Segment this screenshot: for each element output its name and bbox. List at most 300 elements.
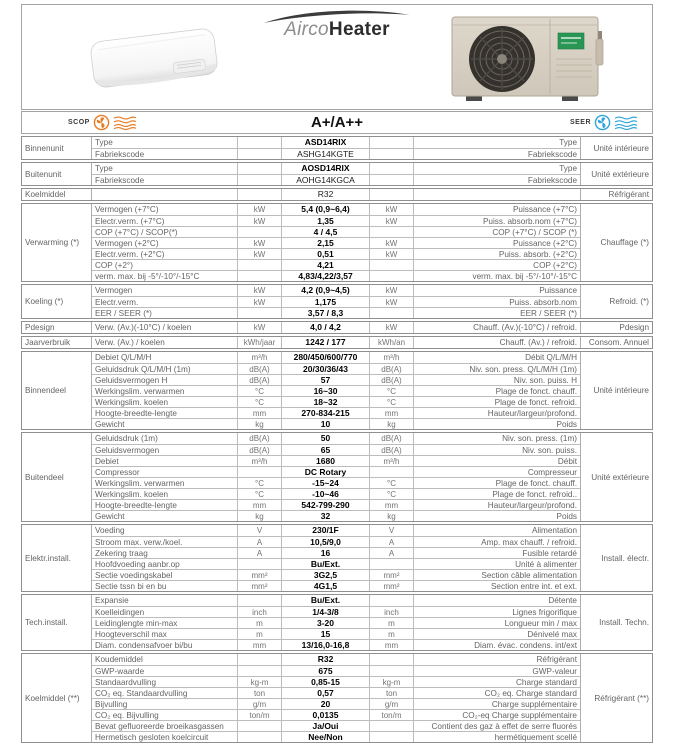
spec-row [92,628,580,639]
row-unit-right: inch [370,607,414,617]
row-label-nl: Electr.verm. (+2°C) [92,249,238,259]
row-label-fr: COP (+7°C) / SCOP (*) [492,228,577,237]
row-unit-left: kg-m [238,677,282,687]
row-value: 4,0 / 4,2 [282,322,370,333]
row-unit-right [370,467,414,477]
row-value: 0,57 [282,688,370,698]
row-value: R32 [282,189,370,200]
row-unit-left: mm [238,640,282,650]
spec-row [92,226,580,237]
row-unit-left: mm [238,500,282,510]
row-value: Ja/Oui [282,721,370,731]
row-unit-right: ton [370,688,414,698]
row-value: 65 [282,445,370,455]
row-label-nl: Electr.verm. (+7°C) [92,216,238,226]
row-label-nl: Bijvulling [92,699,238,709]
row-value: 4,21 [282,260,370,270]
row-unit-left: kW [238,297,282,307]
row-unit-right: mm [370,408,414,418]
section-group-label-nl: Pdesign [22,322,92,333]
spec-section-8 [21,432,653,522]
energy-class-value: A+/A++ [310,114,364,131]
row-unit-right: V [370,525,414,536]
spec-row [92,396,580,407]
row-unit-left: °C [238,386,282,396]
row-label-fr: Puiss. absorb.nom (+7°C) [482,217,577,226]
row-value: 10 [282,419,370,429]
row-label-nl: Werkingslim. verwarmen [92,478,238,488]
row-label-fr: Hauteur/largeur/profond. [487,501,577,510]
row-unit-right: mm² [370,581,414,591]
row-unit-right [370,654,414,665]
section-group-label-fr: Unité extérieure [580,433,652,521]
row-value: 4,83/4,22/3,57 [282,271,370,281]
spec-section-6 [21,336,653,349]
row-label-fr: COP (+2°C) [533,261,577,270]
row-unit-right [370,189,414,200]
row-unit-left: kWh/jaar [238,337,282,348]
row-unit-right: mm [370,500,414,510]
row-unit-left [238,149,282,159]
row-label-nl: Hoogteverschil max [92,629,238,639]
row-unit-left: dB(A) [238,445,282,455]
spec-row [92,337,580,348]
row-label-fr: Type [559,138,577,147]
row-value: ASHG14KGTE [282,149,370,159]
row-label-nl: COP (+2°) [92,260,238,270]
row-label-nl: Compressor [92,467,238,477]
row-unit-left: V [238,525,282,536]
row-value: 10,5/9,0 [282,537,370,547]
section-group-label-nl: Binnenunit [22,137,92,159]
section-rows [92,204,580,281]
row-value: -15~24 [282,478,370,488]
row-label-fr: Débit Q/L/M/H [525,353,577,362]
logo-text-airco: Airco [284,19,329,40]
row-unit-right: dB(A) [370,445,414,455]
row-label-nl: Geluidsvermogen H [92,375,238,385]
row-unit-right: m [370,618,414,628]
seer-label: SEER [569,119,591,126]
row-label-nl: Vermogen (+2°C) [92,238,238,248]
row-unit-right: mm² [370,570,414,580]
row-label-nl [92,189,238,200]
row-unit-right: kW [370,297,414,307]
row-label-fr: Alimentation [531,526,577,535]
row-label-fr: Fusible retardé [522,549,577,558]
row-label-fr: verm. max. bij -5°/-10°/-15°C [472,272,577,281]
row-value: AOHG14KGCA [282,175,370,185]
row-unit-left [238,308,282,318]
spec-row [92,307,580,318]
row-label-fr: GWP-valeur [532,667,577,676]
row-label-nl: Vermogen [92,285,238,296]
row-value: 57 [282,375,370,385]
spec-row [92,525,580,536]
row-unit-right: °C [370,397,414,407]
row-label-fr: Dénivelé max [527,630,577,639]
row-unit-right: kW [370,204,414,215]
spec-row [92,385,580,396]
row-unit-right: dB(A) [370,375,414,385]
row-unit-right [370,271,414,281]
section-rows [92,595,580,650]
section-group-label-nl: Jaarverbruik [22,337,92,348]
row-unit-right [370,163,414,174]
row-label-nl: EER / SEER (*) [92,308,238,318]
section-group-label-nl: Binnendeel [22,352,92,429]
spec-row [92,407,580,418]
row-unit-left [238,189,282,200]
row-unit-right [370,559,414,569]
section-group-label-fr: Réfrigérant [580,189,652,200]
row-value: 1,175 [282,297,370,307]
row-value: Bu/Ext. [282,595,370,606]
row-unit-right: m [370,629,414,639]
row-unit-left: A [238,537,282,547]
row-unit-left: °C [238,489,282,499]
row-unit-right: kW [370,249,414,259]
row-unit-left: mm [238,408,282,418]
spec-section-10 [21,594,653,651]
spec-row [92,731,580,742]
row-unit-right: °C [370,478,414,488]
logo-text-heater: Heater [328,19,390,40]
section-group-label-fr: Unité intérieure [580,137,652,159]
row-label-fr: Fabriekscode [527,150,577,159]
section-group-label-nl: Koelmiddel [22,189,92,200]
spec-row [92,580,580,591]
row-value: 0,85-15 [282,677,370,687]
row-label-fr: Compresseur [527,468,577,477]
row-value: 15 [282,629,370,639]
scop-label: SCOP [68,119,90,126]
row-label-nl: Gewicht [92,511,238,521]
row-label-fr: Niv. son. press. Q/L/M/H (1m) [469,365,577,374]
row-value: 1/4-3/8 [282,607,370,617]
row-unit-left: m [238,629,282,639]
row-label-nl: Zekering traag [92,548,238,558]
row-label-fr: EER / SEER (*) [520,309,577,318]
spec-row [92,237,580,248]
row-unit-left: g/m [238,699,282,709]
row-value: 2,15 [282,238,370,248]
fan-icon-seer [594,114,611,131]
section-rows [92,137,580,159]
row-unit-right [370,260,414,270]
row-unit-left [238,559,282,569]
section-group-label-fr: Pdesign [580,322,652,333]
row-label-fr: Amp. max chauff. / refroid. [481,538,577,547]
row-label-nl: Koudemiddel [92,654,238,665]
row-label-nl: verm. max. bij -5°/-10°/-15°C [92,271,238,281]
spec-section-11 [21,653,653,743]
row-label-nl: Verw. (Av.)(-10°C) / koelen [92,322,238,333]
row-unit-left: inch [238,607,282,617]
row-value: 1,35 [282,216,370,226]
row-value: Bu/Ext. [282,559,370,569]
row-unit-right: kW [370,322,414,333]
section-rows [92,163,580,185]
row-unit-left: °C [238,478,282,488]
row-label-fr: Puiss. absorb.nom [509,298,577,307]
row-value: 20/30/36/43 [282,364,370,374]
row-label-fr: Diam. évac. condens. int/ext [474,641,577,650]
spec-section-3 [21,203,653,282]
section-rows [92,654,580,742]
row-label-nl: Geluidsdruk (1m) [92,433,238,444]
spec-row [92,569,580,580]
spec-sheet [21,4,653,745]
spec-row [92,547,580,558]
spec-section-1 [21,162,653,186]
row-label-nl: Electr.verm. [92,297,238,307]
row-value: R32 [282,654,370,665]
row-unit-right [370,175,414,185]
row-label-fr: Détente [548,596,577,605]
row-label-nl: Debiet [92,456,238,466]
row-unit-right: g/m [370,699,414,709]
spec-row [92,285,580,296]
row-label-fr: Plage de fonct. refroid.. [492,490,577,499]
row-label-fr: Chauff. (Av.)(-10°C) / refroid. [473,323,577,332]
row-label-fr: Hauteur/largeur/profond. [487,409,577,418]
row-label-nl: Geluidsvermogen [92,445,238,455]
row-unit-left: kW [238,216,282,226]
section-rows [92,337,580,348]
row-value: 32 [282,511,370,521]
row-label-fr: Fabriekscode [527,176,577,185]
spec-row [92,595,580,606]
row-unit-left: dB(A) [238,375,282,385]
spec-row [92,510,580,521]
spec-row [92,488,580,499]
spec-row [92,418,580,429]
row-unit-right: kW [370,285,414,296]
row-label-nl: Werkingslim. koelen [92,489,238,499]
product-images-panel [21,4,653,110]
row-label-fr: Débit [557,457,577,466]
spec-row [92,248,580,259]
spec-row [92,455,580,466]
section-group-label-nl: Tech.install. [22,595,92,650]
energy-class-bar [21,111,653,134]
row-unit-right: °C [370,386,414,396]
row-label-fr: Charge supplémentaire [491,700,577,709]
row-unit-right: kg-m [370,677,414,687]
row-value: 16~30 [282,386,370,396]
row-label-nl: Hermetisch gesloten koelcircuit [92,732,238,742]
row-value: 13/16,0-16,8 [282,640,370,650]
spec-row [92,654,580,665]
spec-row [92,363,580,374]
row-label-fr: Niv. son. press. (1m) [502,434,577,443]
row-value: 230/1F [282,525,370,536]
row-value: DC Rotary [282,467,370,477]
row-value: Nee/Non [282,732,370,742]
spec-row [92,174,580,185]
section-group-label-nl: Koeling (*) [22,285,92,318]
section-group-label-fr: Unité intérieure [580,352,652,429]
row-unit-left: kW [238,322,282,333]
section-group-label-fr: Réfrigérant (**) [580,654,652,742]
section-rows [92,352,580,429]
row-unit-left [238,666,282,676]
spec-row [92,163,580,174]
section-group-label-nl: Koelmiddel (**) [22,654,92,742]
row-label-nl: Leidinglengte min-max [92,618,238,628]
row-unit-right: dB(A) [370,433,414,444]
row-unit-left: ton [238,688,282,698]
section-group-label-fr: Unité extérieure [580,163,652,185]
row-label-fr: Plage de fonct. chauff. [495,387,577,396]
row-value: 675 [282,666,370,676]
spec-row [92,617,580,628]
section-group-label-fr: Install. électr. [580,525,652,591]
spec-row [92,137,580,148]
row-unit-right [370,595,414,606]
outdoor-unit-image [446,11,610,107]
row-label-nl: Diam. condensafvoer bi/bu [92,640,238,650]
row-label-nl: Geluidsdruk Q/L/M/H (1m) [92,364,238,374]
row-unit-left [238,260,282,270]
row-unit-left: kg [238,511,282,521]
row-unit-left: kW [238,204,282,215]
spec-section-7 [21,351,653,430]
spec-row [92,558,580,569]
row-unit-left: m [238,618,282,628]
row-label-fr: Puissance [539,286,577,295]
row-unit-left [238,654,282,665]
row-unit-left [238,595,282,606]
row-value: 1242 / 177 [282,337,370,348]
spec-row [92,698,580,709]
row-label-nl: Gewicht [92,419,238,429]
row-unit-right [370,149,414,159]
spec-row [92,466,580,477]
row-unit-right: °C [370,489,414,499]
row-label-nl: Fabriekscode [92,175,238,185]
row-label-fr: Réfrigérant [536,655,577,664]
spec-row [92,259,580,270]
section-group-label-nl: Buitenunit [22,163,92,185]
row-unit-left: m³/h [238,352,282,363]
spec-row [92,352,580,363]
row-unit-right: ton/m [370,710,414,720]
row-label-nl: Werkingslim. verwarmen [92,386,238,396]
row-label-nl: Fabriekscode [92,149,238,159]
row-label-nl: COP (+7°C) / SCOP(*) [92,227,238,237]
row-value: 16 [282,548,370,558]
section-group-label-nl: Buitendeel [22,433,92,521]
row-unit-right: A [370,548,414,558]
spec-row [92,477,580,488]
row-unit-right: dB(A) [370,364,414,374]
row-label-nl: Type [92,163,238,174]
row-unit-left [238,227,282,237]
spec-row [92,433,580,444]
row-unit-right: kW [370,238,414,248]
spec-row [92,189,580,200]
spec-row [92,374,580,385]
section-rows [92,433,580,521]
spec-row [92,296,580,307]
row-label-nl: CO₂ eq. Bijvulling [92,710,238,720]
row-unit-left: m³/h [238,456,282,466]
row-label-nl: Verw. (Av.) / koelen [92,337,238,348]
spec-row [92,536,580,547]
row-unit-left: °C [238,397,282,407]
row-label-fr: CO₂-eq Charge supplémentaire [462,711,577,720]
row-unit-right: A [370,537,414,547]
row-value: 3G2,5 [282,570,370,580]
row-unit-right [370,308,414,318]
row-label-fr: Puissance (+2°C) [512,239,577,248]
row-label-nl: Hoofdvoeding aanbr.op [92,559,238,569]
row-unit-left: dB(A) [238,364,282,374]
spec-row [92,606,580,617]
row-value: 20 [282,699,370,709]
spec-section-5 [21,321,653,334]
row-unit-left: mm² [238,570,282,580]
spec-row [92,444,580,455]
brand-logo [262,11,412,45]
row-value: 3-20 [282,618,370,628]
section-group-label-fr: Chauffage (*) [580,204,652,281]
row-label-nl: Voeding [92,525,238,536]
section-group-label-fr: Consom. Annuel [580,337,652,348]
row-label-fr: Unité à alimenter [515,560,577,569]
row-label-nl: Sectie voedingskabel [92,570,238,580]
seer-rating-group [570,114,638,131]
row-value: 4 / 4,5 [282,227,370,237]
indoor-unit-image [84,21,224,95]
row-label-nl: Type [92,137,238,148]
row-label-fr: Contient des gaz à effet de serre fluorés [431,722,577,731]
row-unit-left: kg [238,419,282,429]
spec-row [92,215,580,226]
row-label-fr: Puiss. absorb. (+2°C) [498,250,577,259]
airflow-icon-scop [113,115,137,130]
row-unit-right [370,137,414,148]
row-unit-right: kg [370,419,414,429]
row-label-fr: Charge standard [516,678,577,687]
row-label-nl: Sectie tssn bi en bu [92,581,238,591]
row-unit-right [370,227,414,237]
row-value: 280/450/600/770 [282,352,370,363]
row-label-fr: Niv. son. puiss. [522,446,577,455]
row-value: 5,4 (0,9~6,4) [282,204,370,215]
row-label-fr: Section entre int. et ext. [490,582,577,591]
section-group-label-fr: Install. Techn. [580,595,652,650]
row-unit-left [238,163,282,174]
spec-section-0 [21,136,653,160]
spec-row [92,499,580,510]
spec-row [92,720,580,731]
row-label-fr: Type [559,164,577,173]
row-label-fr: Chauff. (Av.) / refroid. [499,338,577,347]
row-value: -10~46 [282,489,370,499]
section-rows [92,322,580,333]
row-unit-left: kW [238,238,282,248]
spec-section-2 [21,188,653,201]
row-label-nl: Standaardvulling [92,677,238,687]
airflow-icon-seer [614,115,638,130]
row-label-nl: Vermogen (+7°C) [92,204,238,215]
row-label-fr: Lignes frigorifique [512,608,577,617]
spec-row [92,665,580,676]
row-label-fr: Poids [556,420,577,429]
